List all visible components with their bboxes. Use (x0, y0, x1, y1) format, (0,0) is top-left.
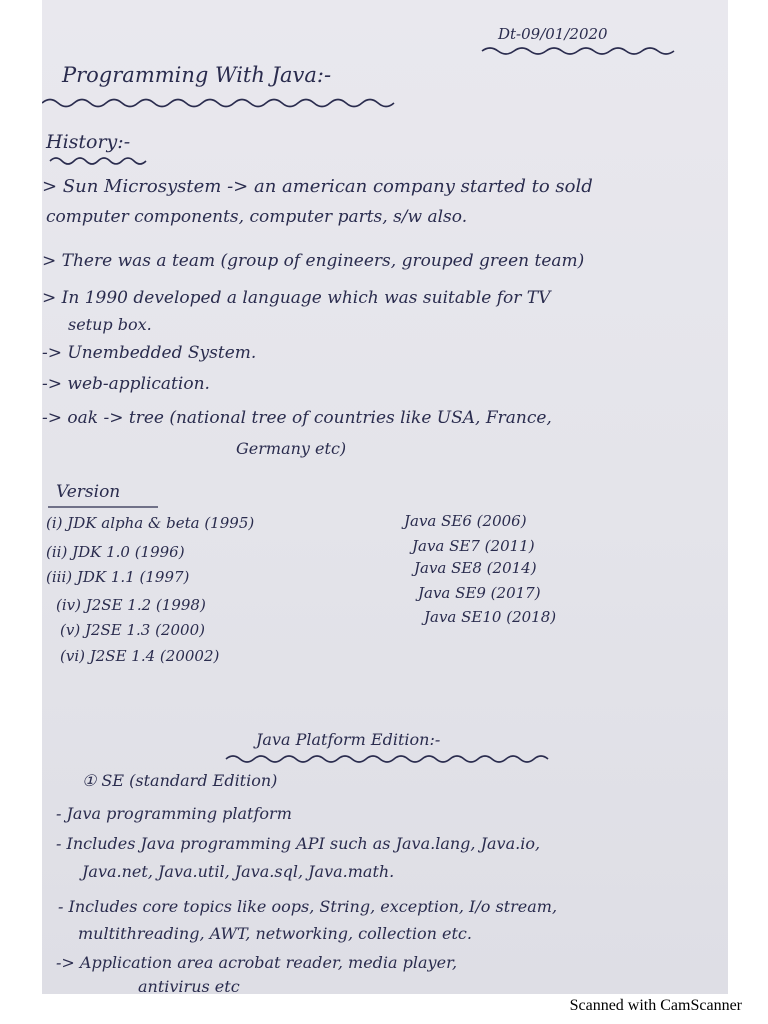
version-left-6: (vi) J2SE 1.4 (20002) (60, 647, 220, 665)
version-right-2: Java SE7 (2011) (412, 537, 535, 555)
history-underline (50, 156, 145, 166)
history-line-1: > Sun Microsystem -> an american company started to sold (42, 176, 593, 197)
history-line-8: -> oak -> tree (national tree of countries like USA, France, (42, 408, 552, 428)
history-line-6: -> Unembedded System. (42, 343, 257, 363)
history-line-4: > In 1990 developed a language which was suitable for TV (42, 288, 551, 308)
version-left-2: (ii) JDK 1.0 (1996) (46, 543, 185, 561)
version-right-3: Java SE8 (2014) (414, 559, 537, 577)
date-text: Dt-09/01/2020 (498, 25, 608, 43)
version-right-5: Java SE10 (2018) (424, 608, 557, 626)
version-left-4: (iv) J2SE 1.2 (1998) (56, 596, 206, 614)
platform-line-8: antivirus etc (138, 977, 240, 994)
history-heading: History:- (46, 131, 131, 153)
platform-line-1: ① SE (standard Edition) (82, 771, 278, 790)
platform-line-3: - Includes Java programming API such as Java.lang, Java.io, (56, 834, 541, 853)
version-left-5: (v) J2SE 1.3 (2000) (60, 621, 205, 639)
history-line-3: > There was a team (group of engineers, grouped green team) (42, 251, 585, 271)
scanner-watermark: Scanned with CamScanner (569, 997, 742, 1014)
version-left-3: (iii) JDK 1.1 (1997) (46, 568, 190, 586)
platform-line-6: multithreading, AWT, networking, collection etc. (78, 924, 472, 943)
version-heading: Version (56, 482, 121, 502)
notebook-page (42, 0, 728, 994)
version-underline (48, 503, 158, 513)
history-line-7: -> web-application. (42, 374, 210, 394)
platform-line-2: - Java programming platform (56, 804, 292, 823)
version-right-1: Java SE6 (2006) (404, 512, 527, 530)
history-line-5: setup box. (68, 315, 152, 334)
title-underline (42, 98, 412, 108)
history-line-2: computer components, computer parts, s/w also. (46, 207, 468, 227)
page-title: Programming With Java:- (62, 63, 332, 87)
platform-heading: Java Platform Edition:- (256, 730, 441, 749)
platform-line-5: - Includes core topics like oops, String, exception, I/o stream, (58, 897, 558, 916)
version-left-1: (i) JDK alpha & beta (1995) (46, 514, 255, 532)
platform-line-4: Java.net, Java.util, Java.sql, Java.math. (82, 862, 395, 881)
platform-underline (226, 754, 556, 764)
date-underline (482, 46, 682, 56)
history-line-9: Germany etc) (236, 439, 347, 458)
version-right-4: Java SE9 (2017) (418, 584, 541, 602)
platform-line-7: -> Application area acrobat reader, media player, (56, 953, 458, 972)
